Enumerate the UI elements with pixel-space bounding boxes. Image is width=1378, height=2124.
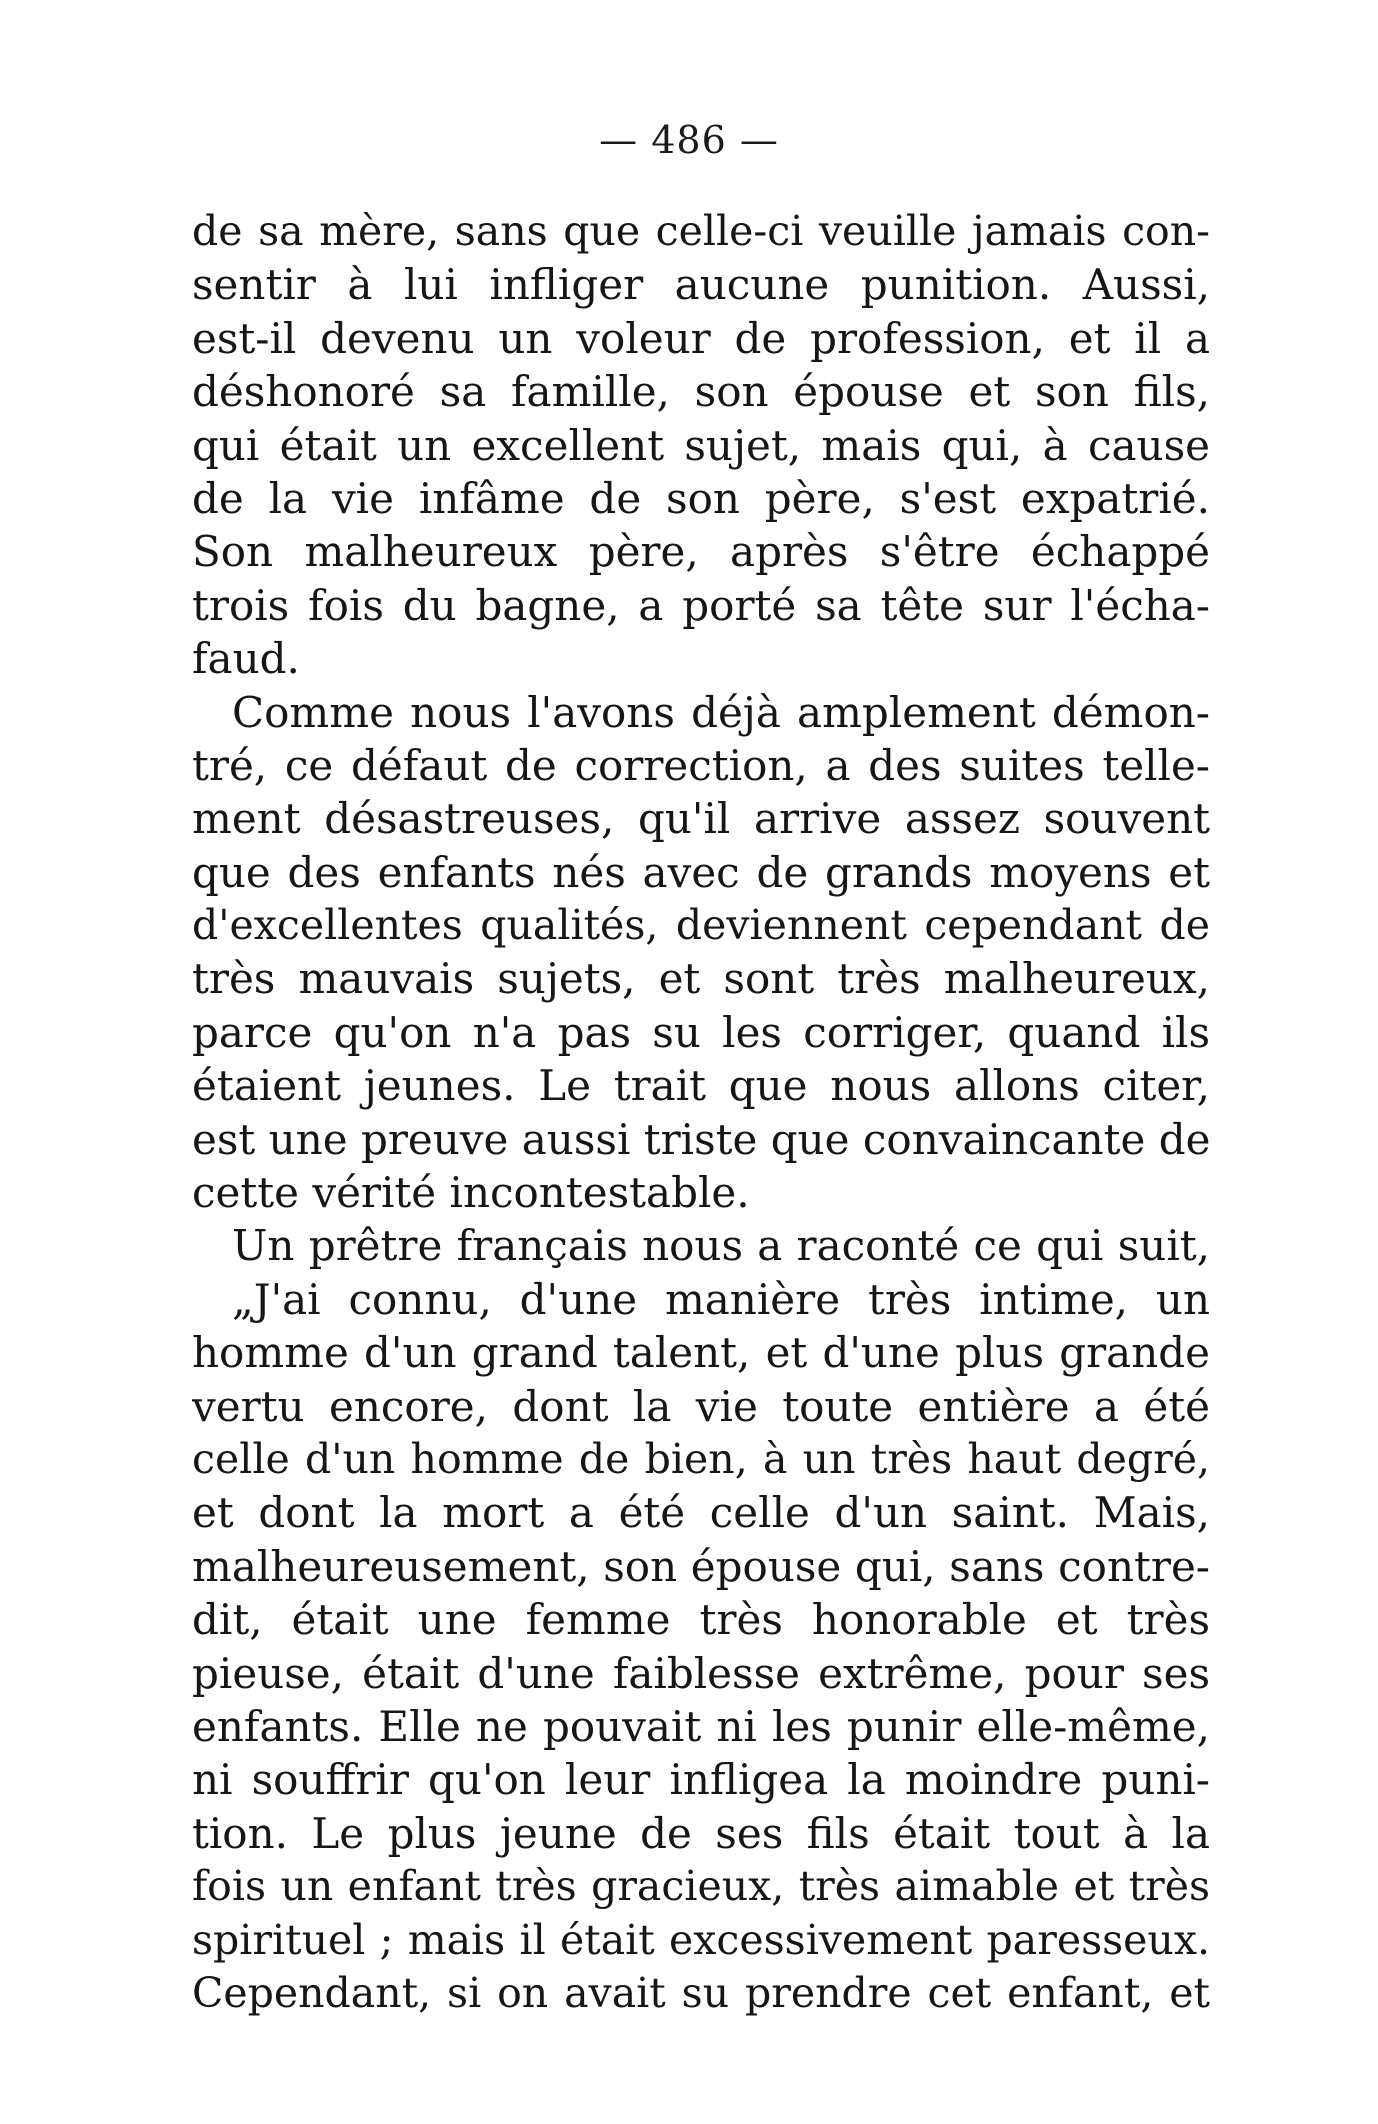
text-line: que des enfants nés avec de grands moyens et: [192, 847, 1210, 897]
text-line: ment désastreuses, qu'il arrive assez souvent: [192, 794, 1210, 844]
text-line: ni souffrir qu'on leur infligea la moindre puni-: [192, 1755, 1210, 1805]
text-line: Son malheureux père, après s'être échappé: [192, 527, 1210, 577]
text-line: qui était un excellent sujet, mais qui, à cause: [192, 420, 1210, 470]
text-line: est une preuve aussi triste que convaincante de: [192, 1114, 1210, 1164]
text-line: enfants. Elle ne pouvait ni les punir elle-même,: [192, 1701, 1210, 1751]
text-line: parce qu'on n'a pas su les corriger, quand ils: [192, 1007, 1210, 1057]
text-line: d'excellentes qualités, deviennent cependant de: [192, 901, 1210, 950]
text-line: et dont la mort a été celle d'un saint. Mais,: [192, 1488, 1210, 1538]
text-line: Un prêtre français nous a raconté ce qui suit,: [232, 1221, 1210, 1271]
text-line: Comme nous l'avons déjà amplement démon-: [232, 687, 1210, 737]
text-line: étaient jeunes. Le trait que nous allons citer,: [192, 1061, 1210, 1111]
text-line: homme d'un grand talent, et d'une plus grande: [192, 1328, 1210, 1378]
text-line: pieuse, était d'une faiblesse extrême, pour ses: [192, 1648, 1210, 1698]
text-line: Cependant, si on avait su prendre cet enfant, et: [192, 1968, 1210, 2017]
text-line: malheureusement, son épouse qui, sans contre-: [192, 1541, 1210, 1591]
text-line: fois un enfant très gracieux, très aimable et très: [192, 1862, 1210, 1911]
text-line: est-il devenu un voleur de profession, et il a: [192, 313, 1210, 363]
body-text: [192, 205, 1210, 2020]
text-line: trois fois du bagne, a porté sa tête sur l'écha-: [192, 580, 1210, 630]
text-line: spirituel ; mais il était excessivement paresseux.: [192, 1915, 1210, 1964]
text-line: très mauvais sujets, et sont très malheureux,: [192, 954, 1210, 1004]
text-line: faud.: [192, 634, 300, 684]
text-line: cette vérité incontestable.: [192, 1168, 750, 1218]
text-line: „J'ai connu, d'une manière très intime, un: [232, 1274, 1210, 1324]
text-line: tion. Le plus jeune de ses fils était tout à la: [192, 1808, 1210, 1858]
text-line: déshonoré sa famille, son épouse et son fils,: [192, 367, 1210, 417]
page-number: — 486 —: [599, 118, 779, 162]
text-line: de sa mère, sans que celle-ci veuille jamais con-: [192, 207, 1210, 255]
text-line: celle d'un homme de bien, à un très haut degré,: [192, 1434, 1210, 1483]
text-line: de la vie infâme de son père, s'est expatrié.: [192, 473, 1210, 523]
text-line: sentir à lui infliger aucune punition. Aussi,: [192, 260, 1210, 310]
text-line: vertu encore, dont la vie toute entière a été: [192, 1381, 1210, 1431]
text-line: tré, ce défaut de correction, a des suites telle-: [192, 740, 1210, 790]
text-line: dit, était une femme très honorable et très: [192, 1595, 1210, 1645]
